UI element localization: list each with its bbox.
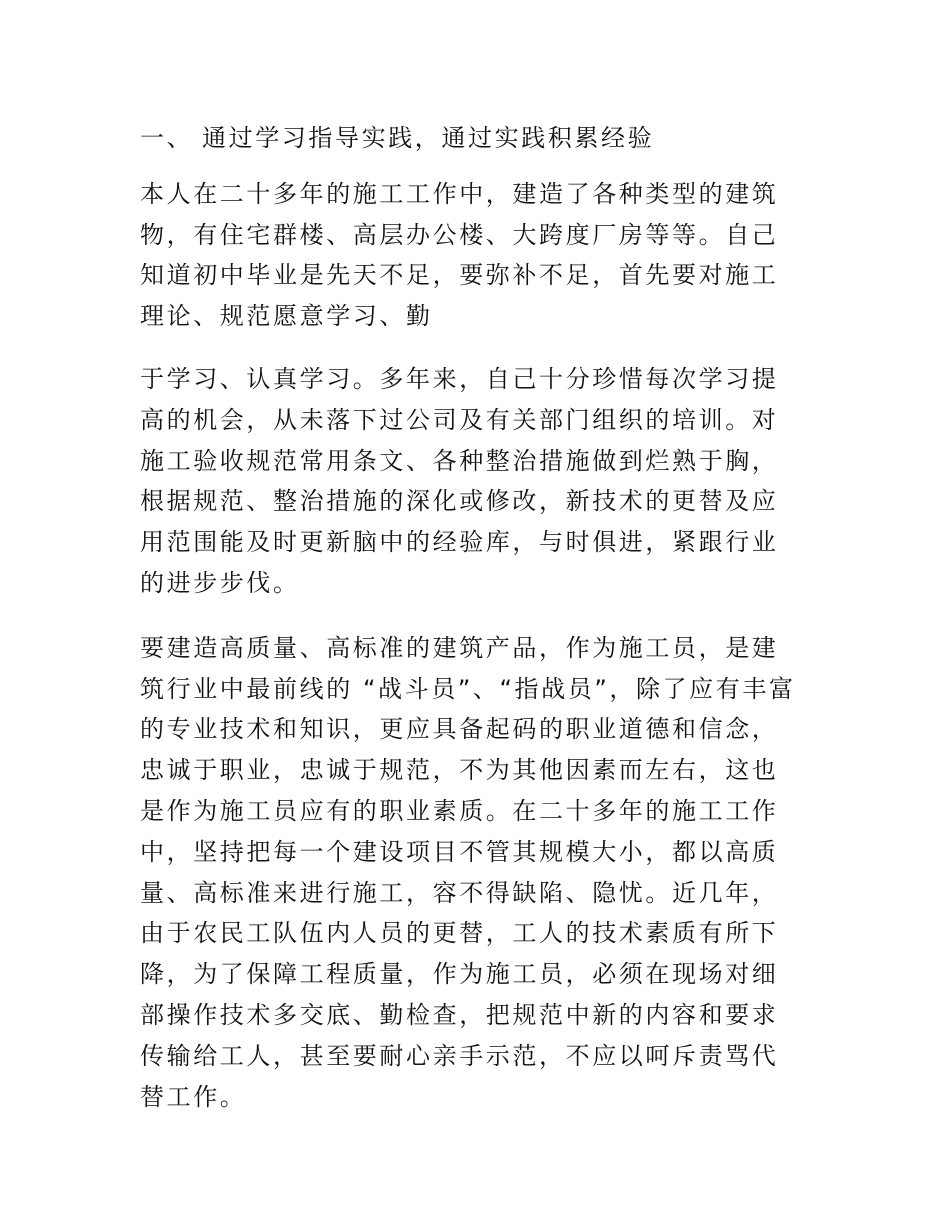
section-number: 一、 [140, 124, 194, 152]
paragraph-2: 于学习、认真学习。多年来，自己十分珍惜每次学习提高的机会，从未落下过公司及有关部门组织的培训。对施工验收规范常用条文、各种整治措施做到烂熟于胸，根据规范、整治措施的深化或修改，新技术的更替及应用范围能及时更新脑中的经验库，与时俱进，紧跟行业的进步步伐。 [140, 364, 779, 597]
document-body [140, 118, 796, 1139]
section-heading [140, 118, 796, 159]
paragraph-3: 要建造高质量、高标准的建筑产品，作为施工员，是建筑行业中最前线的 “战斗员”、“指战员”，除了应有丰富的专业技术和知识，更应具备起码的职业道德和信念，忠诚于职业，忠诚于规范，不为其他因素而左右，这也是作为施工员应有的职业素质。在二十多年的施工工作中，坚持把每一个建设项目不管其规模大小，都以高质量、高标准来进行施工，容不得缺陷、隐忧。近几年，由于农民工队伍内人员的更替，工人的技术素质有所下降，为了保障工程质量，作为施工员，必须在现场对细部操作技术多交底、勤检查，把规范中新的内容和要求传输给工人，甚至要耐心亲手示范，不应以呵斥责骂代替工作。 [140, 633, 796, 1111]
paragraph-1: 本人在二十多年的施工工作中，建造了各种类型的建筑物，有住宅群楼、高层办公楼、大跨度厂房等等。自己知道初中毕业是先天不足，要弥补不足，首先要对施工理论、规范愿意学习、勤 [140, 179, 779, 331]
section-title: 通过学习指导实践，通过实践积累经验 [202, 124, 655, 152]
